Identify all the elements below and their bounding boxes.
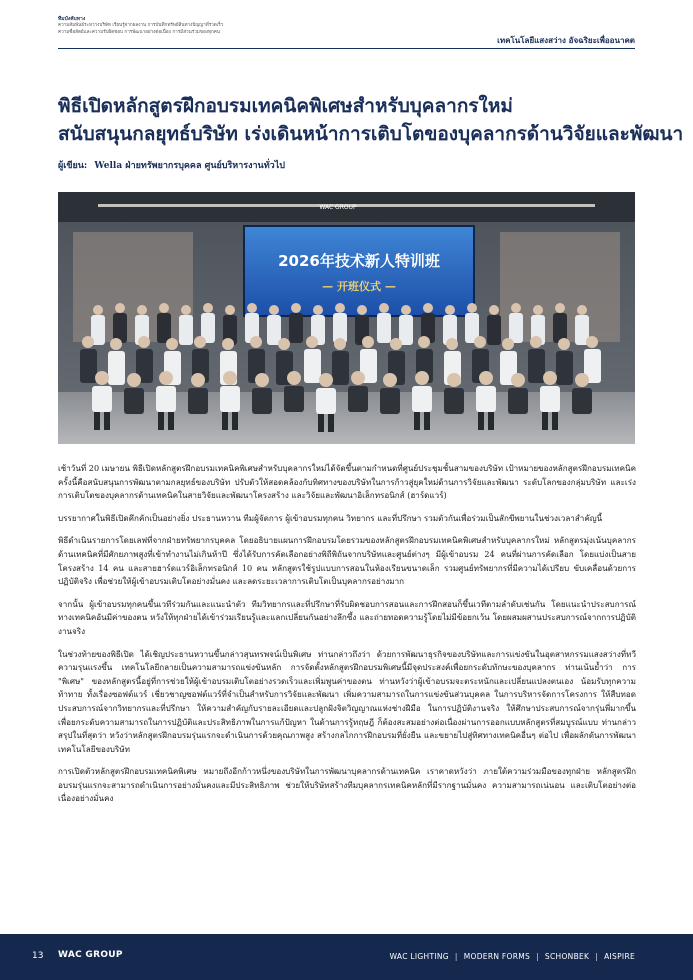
article-byline <box>58 158 285 172</box>
footer-brand: MODERN FORMS <box>463 952 531 961</box>
brand-separator: | <box>595 952 599 961</box>
page-number: 13 <box>32 951 44 961</box>
article-title-line-2: สนับสนุนกลยุทธ์บริษัท เร่งเดินหน้าการเติบโตของบุคลากรด้านวิจัยและพัฒนา <box>58 123 684 145</box>
body-paragraph: จากนั้น ผู้เข้าอบรมทุกคนขึ้นเวทีร่วมกันและแนะนำตัว ทีมวิทยากรและที่ปรึกษาที่รับผิดชอบการสอนและการฝึกสอนก็ขึ้นเวทีตามลำดับเช่นกัน โดยแนะนำประสบการณ์ทางเทคนิคอันมีค่าของตน หวังให้ทุกฝ่ายได้เข้าร่วมเรียนรู้และแลกเปลี่ยนกันอย่างลึกซึ้ง และถ่ายทอดความรู้โดยไม่มีข้อยกเว้น โดยผสมผสานประสบการณ์จากการปฏิบัติงานจริง <box>58 598 636 636</box>
body-paragraph: การเปิดตัวหลักสูตรฝึกอบรมเทคนิคพิเศษ หมายถึงอีกก้าวหนึ่งของบริษัทในการพัฒนาบุคลากรด้านเทคนิค เราคาดหวังว่า ภายใต้ความร่วมมือของทุกฝ่าย หลักสูตรฝึกอบรมรุ่นแรกจะสามารถดำเนินการอย่างมั่นคงและมีประสิทธิภาพ ช่วยให้บริษัทสร้างทีมบุคลากรเทคนิคหลักที่มีรากฐานมั่นคง ความสามารถเน่นอน และเติบโตอย่างต่อเนื่องอย่างมั่นคง <box>58 766 636 804</box>
article-body <box>58 462 636 815</box>
body-paragraph: เช้าวันที่ 20 เมษายน พิธีเปิดหลักสูตรฝึกอบรมเทคนิคพิเศษสำหรับบุคลากรใหม่ได้จัดขึ้นตามกำหนดที่ศูนย์ประชุมชั้นสามของบริษัท เป้าหมายของหลักสูตรฝึกอบรมเทคนิคครั้งนี้คือสนับสนุนการพัฒนาตามกลยุทธ์ของบริษัท ปรับตัวให้สอดคล้องกับทิศทางของบริษัทในการก้าวสู่ยุคใหม่ด้านการวิจัยและพัฒนา ระดับโลกของกลุ่มบริษัท และเร่งการเติบโตของบุคลากรด้านเทคนิคในสายวิจัยและพัฒนาโครงสร้าง และวิจัยและพัฒนาอิเล็กทรอนิกส์ (ฮาร์ดแวร์) <box>58 463 636 501</box>
photo-logo-text: WAC GROUP <box>319 204 357 211</box>
header-divider <box>58 48 635 49</box>
body-paragraph: บรรยากาศในพิธีเปิดคึกคักเป็นอย่างยิ่ง ประธานหวาน ทีมผู้จัดการ ผู้เข้าอบรมทุกคน วิทยากร และที่ปรึกษา รวมตัวกันเพื่อร่วมเป็นสักขีพยานในช่วงเวลาสำคัญนี้ <box>58 512 603 523</box>
article-title <box>58 92 684 148</box>
footer-brand: WAC LIGHTING <box>389 952 449 961</box>
group-photo <box>58 192 635 444</box>
photo-banner-title: 2026年技术新人特训班 <box>278 252 440 270</box>
byline-label: ผู้เขียน: <box>58 161 88 171</box>
header-tagline-line: ความซื่อสัตย์และความรับผิดชอบ การพัฒนาอย่างต่อเนื่อง การมีส่วนร่วมของทุกคน <box>58 29 220 35</box>
article-title-line-1: พิธีเปิดหลักสูตรฝึกอบรมเทคนิคพิเศษสำหรับบุคลากรใหม่ <box>58 95 513 117</box>
body-paragraph: ในช่วงท้ายของพิธีเปิด ได้เชิญประธานหวานขึ้นกล่าวสุนทรพจน์เป็นพิเศษ ท่านกล่าวถึงว่า ด้วยการพัฒนาธุรกิจของบริษัทและการแข่งขันในอุตสาหกรรมแสงสว่างที่ทวีความรุนแรงขึ้น เทคโนโลยีกลายเป็นความสามารถแข่งขันหลัก การจัดตั้งหลักสูตรฝึกอบรมพิเศษนี้มีจุดประสงค์เพื่อยกระดับทักษะของบุคลากร ท่านเน้นย้ำว่า การ "พิเศษ" ของหลักสูตรนี้อยู่ที่การช่วยให้ผู้เข้าอบรมเติบโตอย่างรวดเร็วและเพิ่มพูนค่าของตน ท่านหวังว่าผู้เข้าอบรมจะตระหนักและเปลี่ยนแปลงตนเอง น้อมรับทุกความท้าทาย ทั้งเรื่องซอฟต์แวร์ เชี่ยวชาญซอฟต์แวร์ที่จำเป็นสำหรับการวิจัยและพัฒนา เพิ่มความสามารถในการแข่งขันส่วนบุคคล ในการบริหารจัดการโครงการ ให้สืบทอดประสบการณ์จากวิทยากรและที่ปรึกษา ให้ความสำคัญกับรายละเอียดและปลูกฝังจิตวิญญาณแห่งช่างฝีมือ ในการปฏิบัติงานจริง ให้ศึกษาประสบการณ์จากรุ่นพี่มากขึ้น เพื่อยกระดับความสามารถในการปฏิบัติและประสิทธิภาพในการแก้ปัญหา ในด้านการรู้ทฤษฎี ก็ต้องสะสมอย่างต่อเนื่องผ่านการออกแบบหลักสูตรที่สมบูรณ์แบบ ท่านกล่าวสรุปในที่สุดว่า หวังว่าหลักสูตรฝึกอบรมรุ่นแรกจะดำเนินการด้วยคุณภาพสูง สร้างกลไกการฝึกอบรมที่ยั่งยืน และขยายไปสู่ทิศทางเทคนิคอื่นๆ ต่อไป เพื่อผลักดันการพัฒนาเทคโนโลยีของบริษัท <box>58 648 636 754</box>
page-footer <box>0 934 693 980</box>
footer-brand: AISPIRE <box>604 952 635 961</box>
brand-separator: | <box>536 952 539 961</box>
byline-author: Wella ฝ่ายทรัพยากรบุคคล ศูนย์บริหารงานทั่วไป <box>94 161 285 171</box>
footer-brand: SCHONBEK <box>544 952 590 961</box>
body-paragraph: พิธีดำเนินรายการโดยเลฟที่จากฝ่ายทรัพยากรบุคคล โดยอธิบายแผนการฝึกอบรมโดยรวมของหลักสูตรฝึกอบรมเทคนิคพิเศษสำหรับบุคลากรใหม่ หลักสูตรมุ่งเน้นบุคลากรด้านเทคนิคที่มีศักยภาพสูงที่เข้าทำงานไม่เกินห้าปี ซึ่งได้รับการคัดเลือกอย่างพิถีพิถันจากบริษัทและศูนย์ต่างๆ มีผู้เข้าอบรม 24 คนที่ผ่านการคัดเลือก โดยแบ่งเป็นสายโครงสร้าง 14 คน และสายฮาร์ดแวร์อิเล็กทรอนิกส์ 10 คน หลักสูตรใช้รูปแบบการสอนในห้องเรียนขนาดเล็ก รวมศูนย์ทรัพยากรที่มีความได้เปรียบ ขับเคลื่อนด้วยการปฏิบัติจริง เพื่อช่วยให้ผู้เข้าอบรมเติบโตอย่างมั่นคง และลดระยะเวลาการเติบโตเป็นบุคลากรอย่างมาก <box>58 535 636 587</box>
photo-banner-subtitle: — 开班仪式 — <box>322 280 396 293</box>
header-tagline-line: ความสัมพันธ์ระหว่างบริษัท เรียนรู้จากผลงาน การบันทึกทรัพย์สินทางปัญญาที่รวดเร็ว <box>58 22 224 28</box>
header-tagline-title: ทีมบังคับทาง <box>58 16 86 22</box>
footer-logo: WAC GROUP <box>58 950 123 960</box>
header-slogan: เทคโนโลยีแสงสว่าง อัจฉริยะเพื่ออนาคต <box>497 35 635 45</box>
header-tagline-block <box>58 16 438 36</box>
footer-brand-list <box>390 952 635 961</box>
brand-separator: | <box>454 952 458 961</box>
